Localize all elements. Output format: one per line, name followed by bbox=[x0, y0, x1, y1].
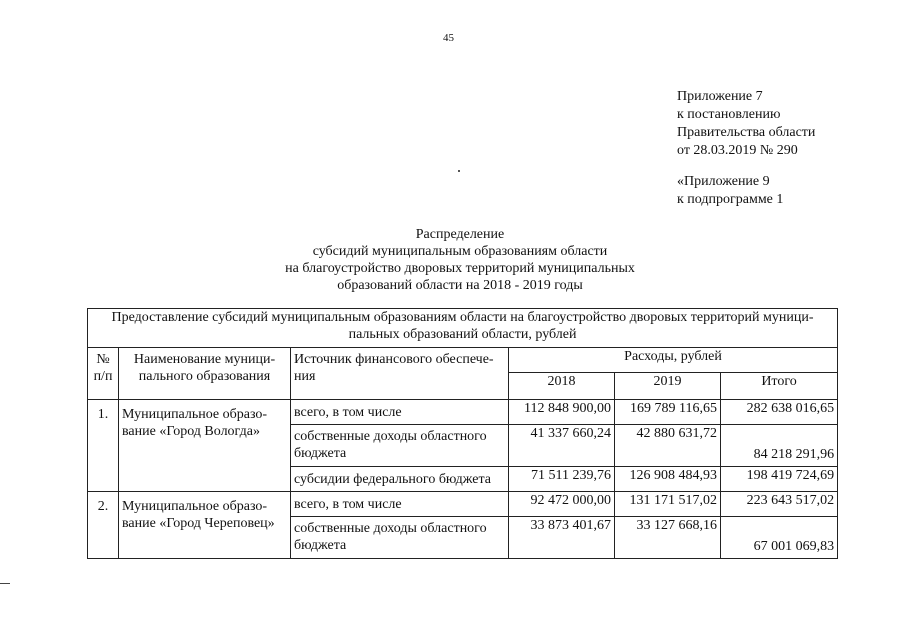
table-caption-row bbox=[88, 309, 838, 348]
value-2018: 92 472 000,00 bbox=[509, 492, 615, 517]
row-source: всего, в том числе bbox=[291, 400, 509, 425]
title-line: образований области на 2018 - 2019 годы bbox=[337, 278, 583, 293]
scan-edge-mark bbox=[0, 583, 10, 584]
title-line: субсидий муниципальным образованиям области bbox=[312, 244, 608, 259]
previous-appendix-block bbox=[677, 173, 783, 209]
value-2018: 71 511 239,76 bbox=[509, 467, 615, 492]
value-total: 282 638 016,65 bbox=[721, 400, 838, 425]
row-municipality bbox=[119, 492, 291, 559]
value-2019: 169 789 116,65 bbox=[615, 400, 721, 425]
previous-appendix-line: к подпрограмме 1 bbox=[677, 192, 784, 207]
header-2018: 2018 bbox=[509, 373, 615, 400]
value-2019: 33 127 668,16 bbox=[615, 517, 721, 559]
header-num bbox=[88, 348, 119, 400]
document-title bbox=[200, 226, 720, 294]
header-expenses: Расходы, рублей bbox=[509, 348, 838, 373]
header-name bbox=[119, 348, 291, 400]
header-row bbox=[88, 348, 838, 373]
table-caption-line: Предоставление субсидий муниципальным образованиям области на благоустройство дворовых территорий муници- bbox=[111, 310, 814, 325]
title-line: на благоустройство дворовых территорий муниципальных bbox=[285, 261, 635, 276]
table-row bbox=[88, 492, 838, 517]
table-caption-line: пальных образований области, рублей bbox=[348, 327, 577, 342]
appendix-line: Приложение 7 bbox=[677, 89, 763, 104]
value-2019: 131 171 517,02 bbox=[615, 492, 721, 517]
value-2018: 41 337 660,24 bbox=[509, 425, 615, 467]
appendix-block bbox=[677, 88, 815, 160]
municipality-line: Муниципальное образо- bbox=[122, 499, 268, 514]
title-line: Распределение bbox=[415, 227, 505, 242]
header-source-line: Источник финансового обеспече- bbox=[294, 352, 494, 367]
table-row bbox=[88, 400, 838, 425]
row-num: 2. bbox=[88, 492, 119, 559]
value-total: 198 419 724,69 bbox=[721, 467, 838, 492]
row-num: 1. bbox=[88, 400, 119, 492]
header-source-line: ния bbox=[294, 369, 316, 384]
value-2019: 126 908 484,93 bbox=[615, 467, 721, 492]
value-total: 223 643 517,02 bbox=[721, 492, 838, 517]
source-line: бюджета bbox=[294, 446, 347, 461]
row-source bbox=[291, 517, 509, 559]
municipality-line: вание «Город Череповец» bbox=[122, 516, 275, 531]
table-caption bbox=[88, 309, 838, 348]
row-source: всего, в том числе bbox=[291, 492, 509, 517]
header-source bbox=[291, 348, 509, 400]
value-2018: 112 848 900,00 bbox=[509, 400, 615, 425]
scan-speck bbox=[458, 170, 460, 172]
header-total: Итого bbox=[721, 373, 838, 400]
previous-appendix-line: «Приложение 9 bbox=[677, 174, 770, 189]
value-2018: 33 873 401,67 bbox=[509, 517, 615, 559]
municipality-line: вание «Город Вологда» bbox=[122, 424, 260, 439]
source-line: собственные доходы областного bbox=[294, 429, 487, 444]
value-total: 84 218 291,96 bbox=[721, 425, 838, 467]
header-name-line: Наименование муници- bbox=[133, 352, 276, 367]
header-num-line: № bbox=[96, 352, 110, 367]
appendix-line: к постановлению bbox=[677, 107, 781, 122]
header-name-line: пального образования bbox=[138, 369, 271, 384]
row-source bbox=[291, 425, 509, 467]
source-line: бюджета bbox=[294, 538, 347, 553]
value-2019: 42 880 631,72 bbox=[615, 425, 721, 467]
row-municipality bbox=[119, 400, 291, 492]
appendix-line: Правительства области bbox=[677, 125, 816, 140]
header-num-line: п/п bbox=[93, 369, 113, 384]
municipality-line: Муниципальное образо- bbox=[122, 407, 268, 422]
source-line: собственные доходы областного bbox=[294, 521, 487, 536]
appendix-line: от 28.03.2019 № 290 bbox=[677, 143, 798, 158]
page-number: 45 bbox=[443, 32, 454, 44]
value-total: 67 001 069,83 bbox=[721, 517, 838, 559]
header-2019: 2019 bbox=[615, 373, 721, 400]
row-source: субсидии федерального бюджета bbox=[291, 467, 509, 492]
subsidy-table bbox=[87, 308, 838, 559]
